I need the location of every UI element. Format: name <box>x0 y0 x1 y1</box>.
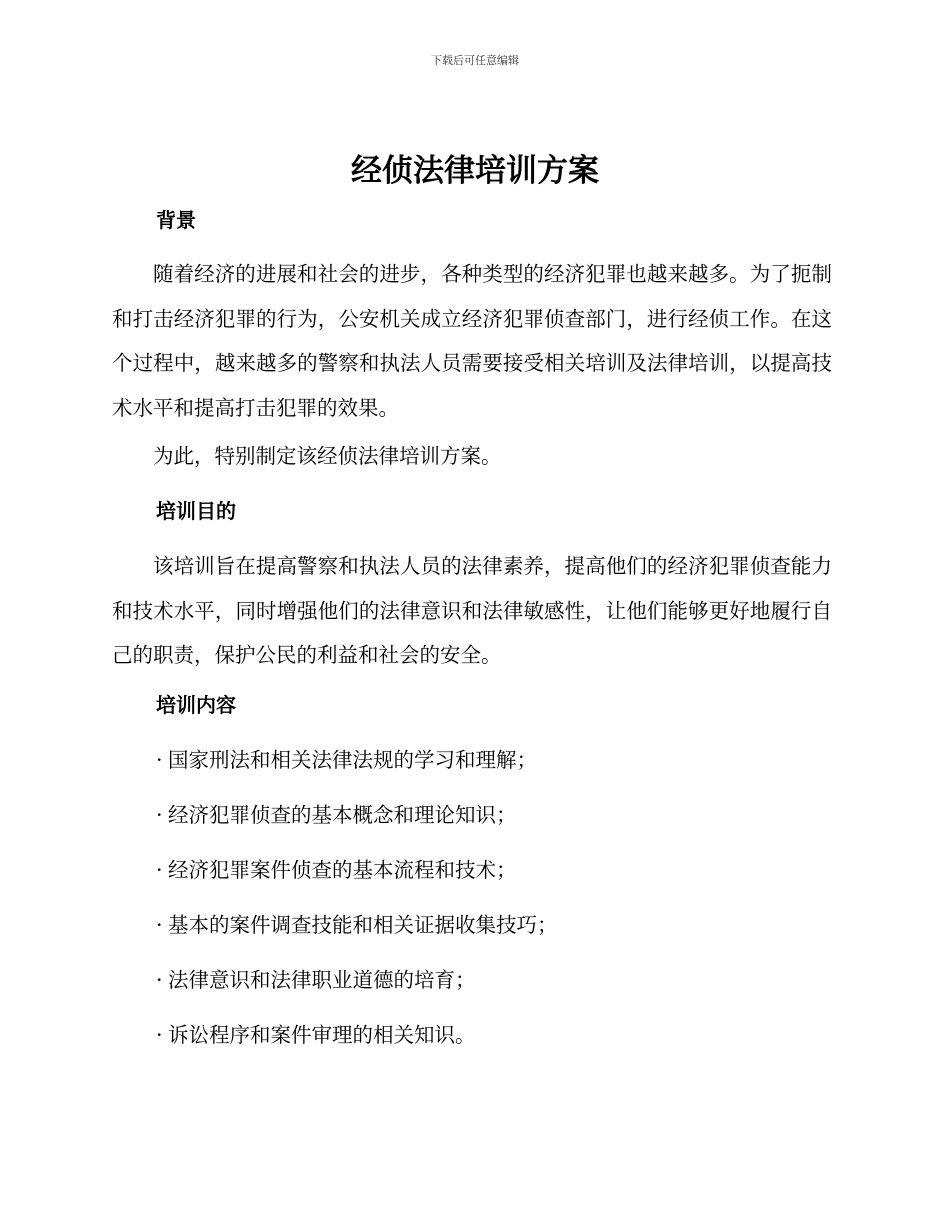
purpose-paragraph: 该培训旨在提高警察和执法人员的法律素养，提高他们的经济犯罪侦查能力和技术水平，同时增强他们的法律意识和法律敏感性，让他们能够更好地履行自己的职责，保护公民的利益和社会的安全。 <box>112 554 832 667</box>
list-item-text: 国家刑法和相关法律法规的学习和理解； <box>168 748 537 772</box>
bullet-marker: · <box>156 913 163 937</box>
list-item-text: 基本的案件调查技能和相关证据收集技巧； <box>168 913 558 937</box>
document-title: 经侦法律培训方案 <box>351 153 599 189</box>
background-conclusion-paragraph: 为此，特别制定该经侦法律培训方案。 <box>153 444 502 468</box>
section-heading-content: 培训内容 <box>156 693 236 717</box>
list-item <box>156 1021 476 1049</box>
bullet-marker: · <box>156 803 163 827</box>
background-paragraph: 随着经济的进展和社会的进步，各种类型的经济犯罪也越来越多。为了扼制和打击经济犯罪的行为，公安机关成立经济犯罪侦查部门，进行经侦工作。在这个过程中，越来越多的警察和执法人员需要接受相关培训及法律培训，以提高技术水平和提高打击犯罪的效果。 <box>112 262 832 420</box>
list-item-text: 经济犯罪案件侦查的基本流程和技术； <box>168 858 517 882</box>
bullet-marker: · <box>156 858 163 882</box>
section-heading-background: 背景 <box>156 208 196 232</box>
list-item <box>156 911 558 939</box>
list-item-text: 法律意识和法律职业道德的培育； <box>168 968 476 992</box>
list-item <box>156 746 537 774</box>
bullet-marker: · <box>156 968 163 992</box>
list-item <box>156 801 517 829</box>
list-item <box>156 966 476 994</box>
bullet-marker: · <box>156 1023 163 1047</box>
list-item-text: 经济犯罪侦查的基本概念和理论知识； <box>168 803 517 827</box>
page-header-note: 下载后可任意编辑 <box>431 54 519 67</box>
list-item <box>156 856 517 884</box>
section-heading-purpose: 培训目的 <box>156 499 236 523</box>
list-item-text: 诉讼程序和案件审理的相关知识。 <box>168 1023 476 1047</box>
bullet-marker: · <box>156 748 163 772</box>
